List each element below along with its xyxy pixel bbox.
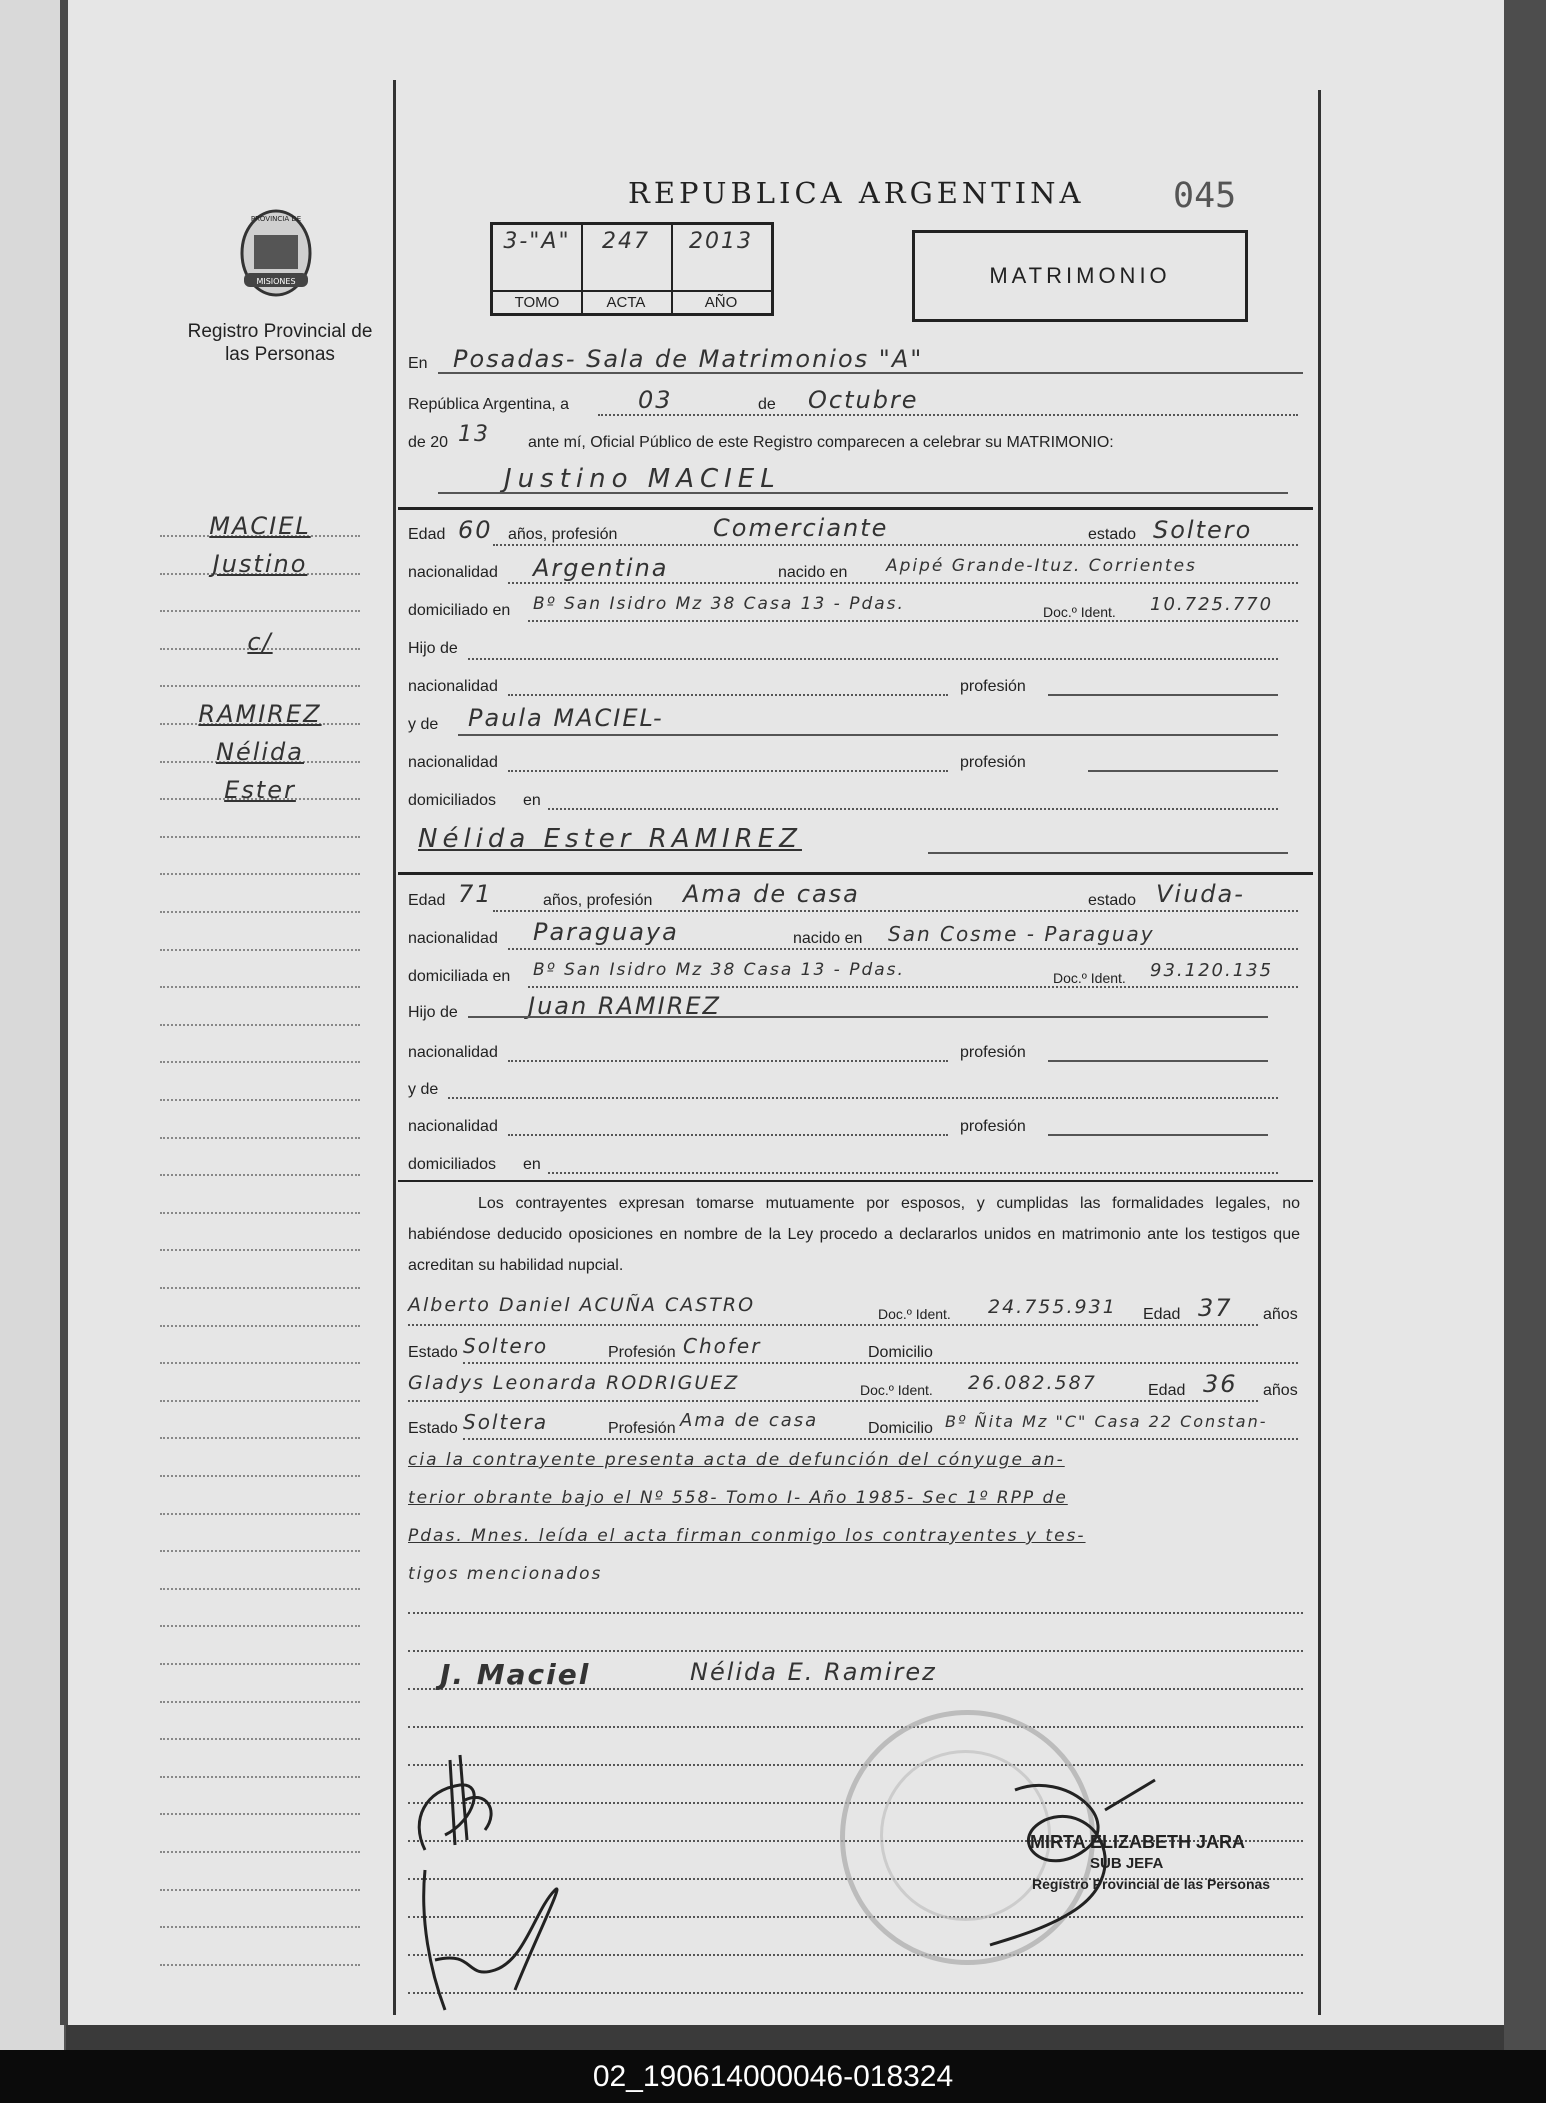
underline xyxy=(468,658,1278,660)
bride-signature: Nélida E. Ramirez xyxy=(690,1658,937,1686)
yde-label: y de xyxy=(408,716,439,733)
tomo-acta-anio-table xyxy=(490,222,774,316)
blank-ruled-line xyxy=(408,1764,1303,1766)
underline xyxy=(1048,694,1278,696)
margin-ruled-line xyxy=(160,1926,360,1928)
domiciliados-label: domiciliados xyxy=(408,1156,497,1173)
note-text: tigos mencionados xyxy=(408,1564,603,1584)
margin-ruled-line xyxy=(160,1964,360,1966)
groom-address: Bº San Isidro Mz 38 Casa 13 - Pdas. xyxy=(533,594,905,614)
underline xyxy=(408,1324,1258,1326)
margin-note-bride-surname: RAMIREZ xyxy=(198,700,322,728)
margin-ruled-line xyxy=(160,949,360,951)
blank-ruled-line xyxy=(408,1612,1303,1614)
groom-signature: J. Maciel xyxy=(440,1658,591,1691)
hijo-label: Hijo de xyxy=(408,1004,458,1021)
acta-value: 247 xyxy=(602,229,650,254)
anio-cell xyxy=(671,225,771,313)
edad-label: Edad xyxy=(1148,1382,1186,1399)
profesion-label: Profesión xyxy=(608,1420,676,1437)
edad-label: Edad xyxy=(1143,1306,1181,1323)
en-label: en xyxy=(523,792,541,809)
hijo-label: Hijo de xyxy=(408,640,458,657)
anios-label: años xyxy=(1263,1382,1298,1399)
profesion-label: Profesión xyxy=(608,1344,676,1361)
bride-father-nat-line xyxy=(408,1038,1313,1072)
estado-label: Estado xyxy=(408,1344,458,1361)
bride-address-line xyxy=(408,962,1313,996)
margin-ruled-line xyxy=(160,1137,360,1139)
year-suffix: 13 xyxy=(458,422,490,447)
nacionalidad-label: nacionalidad xyxy=(408,930,498,947)
underline xyxy=(1048,1134,1268,1136)
underline xyxy=(408,1400,1258,1402)
bride-name-line xyxy=(408,826,1313,860)
bride-nationality: Paraguaya xyxy=(533,918,679,946)
margin-ruled-line xyxy=(160,610,360,612)
en-label: En xyxy=(408,355,428,372)
year-statement-line xyxy=(408,422,1313,462)
underline xyxy=(528,620,1298,622)
witness2-line xyxy=(408,1370,1313,1408)
misiones-logo xyxy=(236,205,316,305)
groom-age-line xyxy=(408,514,1313,554)
margin-ruled-line xyxy=(160,1851,360,1853)
edad-label: Edad xyxy=(408,526,446,543)
scan-id: 02_190614000046-018324 xyxy=(592,2060,954,2093)
groom-mother-nat-line xyxy=(408,748,1313,782)
nacionalidad-label: nacionalidad xyxy=(408,754,498,771)
book-right-edge xyxy=(1504,0,1546,2050)
record-type-box xyxy=(912,230,1248,322)
underline xyxy=(508,582,1298,584)
witness2-address: Bº Ñita Mz "C" Casa 22 Constan- xyxy=(945,1412,1268,1431)
margin-ruled-line xyxy=(160,836,360,838)
witness1-status: Soltero xyxy=(463,1334,549,1358)
bride-age-line xyxy=(408,880,1313,920)
bride-age: 71 xyxy=(458,880,493,908)
record-type-label: MATRIMONIO xyxy=(989,263,1171,288)
underline xyxy=(463,1438,1298,1440)
margin-ruled-line xyxy=(160,1400,360,1402)
nacionalidad-label: nacionalidad xyxy=(408,1118,498,1135)
doc-label: Doc.º Ident. xyxy=(1043,604,1116,620)
underline xyxy=(493,910,1298,912)
margin-ruled-line xyxy=(160,1212,360,1214)
underline xyxy=(458,734,1278,736)
bride-father: Juan RAMIREZ xyxy=(528,992,721,1020)
day-value: 03 xyxy=(638,386,673,414)
margin-ruled-line xyxy=(160,1588,360,1590)
bride-profession: Ama de casa xyxy=(683,880,860,908)
domicilio-label: domiciliado en xyxy=(408,602,511,619)
groom-doc: 10.725.770 xyxy=(1150,594,1274,615)
underline xyxy=(508,948,1298,950)
tomo-value: 3-"A" xyxy=(503,229,571,254)
margin-note-bride-firstname: Nélida xyxy=(216,738,304,766)
domicilio-label: domiciliada en xyxy=(408,968,511,985)
margin-ruled-line xyxy=(160,1776,360,1778)
margin-divider xyxy=(393,80,396,2015)
underline xyxy=(548,808,1278,810)
margin-ruled-line xyxy=(160,1174,360,1176)
groom-birthplace: Apipé Grande-Ituz. Corrientes xyxy=(886,556,1197,576)
underline xyxy=(468,1016,1268,1018)
place-line xyxy=(408,345,1313,379)
margin-ruled-line xyxy=(160,1249,360,1251)
margin-ruled-line xyxy=(160,1813,360,1815)
acta-cell xyxy=(581,225,673,313)
note-line xyxy=(408,1526,1313,1560)
groom-parents-address-line xyxy=(408,786,1313,820)
margin-ruled-line xyxy=(160,1061,360,1063)
witness1-details-line xyxy=(408,1336,1313,1370)
anio-label: AÑO xyxy=(671,290,771,311)
bride-marital-status: Viuda- xyxy=(1156,880,1245,908)
acta-number: 045 xyxy=(1173,176,1237,216)
nacido-label: nacido en xyxy=(778,564,848,581)
bride-name: Nélida Ester RAMIREZ xyxy=(418,824,802,854)
appearance-statement: ante mí, Oficial Público de este Registro comparecen a celebrar su MATRIMONIO: xyxy=(528,434,1114,451)
country-title: REPUBLICA ARGENTINA xyxy=(628,176,1085,210)
margin-ruled-line xyxy=(160,1663,360,1665)
margin-ruled-line xyxy=(160,1513,360,1515)
margin-ruled-line xyxy=(160,986,360,988)
tomo-label: TOMO xyxy=(493,290,581,311)
witness2-doc: 26.082.587 xyxy=(968,1372,1097,1394)
margin-ruled-line xyxy=(160,1625,360,1627)
section-separator xyxy=(398,507,1313,510)
edad-label: Edad xyxy=(408,892,446,909)
note-text: cia la contrayente presenta acta de defunción del cónyuge an- xyxy=(408,1450,1065,1470)
en-label: en xyxy=(523,1156,541,1173)
declaration-text: Los contrayentes expresan tomarse mutuamente por esposos, y cumplidas las formalidades legales, no habiéndose deducido oposiciones en nombre de la Ley procedo a declararlos unidos en matrimonio ante los testigos que acreditan su habilidad nupcial. xyxy=(408,1195,1300,1274)
groom-mother: Paula MACIEL- xyxy=(468,704,664,732)
profesion-label: años, profesión xyxy=(543,892,653,909)
margin-ruled-line xyxy=(160,873,360,875)
profesion-label: profesión xyxy=(960,1044,1026,1061)
margin-ruled-line xyxy=(160,1738,360,1740)
underline xyxy=(1088,770,1278,772)
underline xyxy=(493,544,1298,546)
bride-address: Bº San Isidro Mz 38 Casa 13 - Pdas. xyxy=(533,960,905,980)
book-left-edge xyxy=(0,0,66,2050)
anios-label: años xyxy=(1263,1306,1298,1323)
republica-label: República Argentina, a xyxy=(408,396,569,413)
acta-label: ACTA xyxy=(581,290,671,311)
underline xyxy=(508,770,948,772)
profesion-label: años, profesión xyxy=(508,526,618,543)
groom-profession: Comerciante xyxy=(713,514,889,542)
underline xyxy=(438,372,1303,374)
bride-birthplace: San Cosme - Paraguay xyxy=(888,922,1155,946)
witness1-age: 37 xyxy=(1198,1294,1233,1322)
section-separator xyxy=(398,1180,1313,1182)
margin-ruled-line xyxy=(160,1362,360,1364)
underline xyxy=(928,852,1288,854)
witness2-age: 36 xyxy=(1203,1370,1238,1398)
book-spine xyxy=(60,0,68,2025)
note-text: Pdas. Mnes. leída el acta firman conmigo los contrayentes y tes- xyxy=(408,1526,1086,1546)
witness-signature-2 xyxy=(415,1850,575,2025)
estado-label: estado xyxy=(1088,526,1137,543)
groom-age: 60 xyxy=(458,516,493,544)
groom-father-nat-line xyxy=(408,672,1313,706)
margin-ruled-line xyxy=(160,1550,360,1552)
nacionalidad-label: nacionalidad xyxy=(408,564,498,581)
bride-father-line xyxy=(408,992,1313,1032)
section-separator xyxy=(398,872,1313,875)
groom-marital-status: Soltero xyxy=(1153,516,1253,544)
domicilio-label: Domicilio xyxy=(868,1420,933,1437)
underline xyxy=(508,1134,948,1136)
domicilio-label: Domicilio xyxy=(868,1344,933,1361)
place-value: Posadas- Sala de Matrimonios "A" xyxy=(453,345,924,373)
margin-note-bride-middle: Ester xyxy=(224,776,296,804)
note-text: terior obrante bajo el Nº 558- Tomo I- Año 1985- Sec 1º RPP de xyxy=(408,1488,1068,1508)
groom-nationality: Argentina xyxy=(533,554,669,582)
profesion-label: profesión xyxy=(960,1118,1026,1135)
profesion-label: profesión xyxy=(960,678,1026,695)
margin-ruled-line xyxy=(160,1889,360,1891)
estado-label: Estado xyxy=(408,1420,458,1437)
doc-label: Doc.º Ident. xyxy=(878,1306,951,1322)
nacionalidad-label: nacionalidad xyxy=(408,678,498,695)
margin-ruled-line xyxy=(160,1024,360,1026)
yde-label: y de xyxy=(408,1081,439,1098)
margin-ruled-line xyxy=(160,1287,360,1289)
margin-ruled-line xyxy=(160,685,360,687)
groom-mother-line xyxy=(408,704,1313,742)
nacido-label: nacido en xyxy=(793,930,863,947)
bride-mother-line xyxy=(408,1075,1313,1109)
anio-value: 2013 xyxy=(689,229,753,254)
margin-ruled-line xyxy=(160,1325,360,1327)
witness2-profession: Ama de casa xyxy=(680,1410,819,1431)
groom-name-line xyxy=(408,464,1313,502)
groom-address-line xyxy=(408,596,1313,630)
tomo-cell xyxy=(493,225,583,313)
logo-top-text: PROVINCIA DE xyxy=(250,215,302,223)
note-line xyxy=(408,1564,1313,1598)
witness1-name: Alberto Daniel ACUÑA CASTRO xyxy=(408,1294,756,1316)
underline xyxy=(508,694,948,696)
logo-bottom-text: MISIONES xyxy=(256,277,296,286)
witness1-line xyxy=(408,1294,1313,1332)
nacionalidad-label: nacionalidad xyxy=(408,1044,498,1061)
witness2-status: Soltera xyxy=(463,1410,549,1434)
estado-label: estado xyxy=(1088,892,1137,909)
bride-parents-address-line xyxy=(408,1150,1313,1184)
groom-father-line xyxy=(408,634,1313,668)
witness2-name: Gladys Leonarda RODRIGUEZ xyxy=(408,1372,740,1394)
official-role: SUB JEFA xyxy=(1090,1855,1164,1872)
underline xyxy=(463,1362,1298,1364)
scan-id-bar xyxy=(0,2050,1546,2103)
witness1-profession: Chofer xyxy=(683,1334,762,1358)
margin-note-surname: MACIEL xyxy=(209,512,311,540)
bride-nationality-line xyxy=(408,918,1313,958)
margin-ruled-line xyxy=(160,1475,360,1477)
domiciliados-label: domiciliados xyxy=(408,792,497,809)
right-frame-line xyxy=(1318,90,1321,2015)
margin-ruled-line xyxy=(160,1701,360,1703)
witness1-doc: 24.755.931 xyxy=(988,1296,1117,1318)
registry-name: Registro Provincial de las Personas xyxy=(187,321,373,365)
profesion-label: profesión xyxy=(960,754,1026,771)
note-line xyxy=(408,1488,1313,1522)
date-line xyxy=(408,388,1313,422)
underline xyxy=(508,1060,948,1062)
official-organization: Registro Provincial de las Personas xyxy=(1032,1876,1271,1892)
margin-note-with: c/ xyxy=(247,628,273,656)
bride-doc: 93.120.135 xyxy=(1150,960,1274,981)
de-label: de xyxy=(758,396,776,413)
margin-ruled-line xyxy=(160,911,360,913)
blank-ruled-line xyxy=(408,1726,1303,1728)
bride-mother-nat-line xyxy=(408,1112,1313,1146)
groom-nationality-line xyxy=(408,554,1313,592)
official-name: MIRTA ELIZABETH JARA xyxy=(1030,1832,1245,1852)
underline xyxy=(1048,1060,1268,1062)
doc-label: Doc.º Ident. xyxy=(1053,970,1126,986)
underline xyxy=(448,1097,1278,1099)
note-line xyxy=(408,1450,1313,1484)
margin-ruled-line xyxy=(160,1099,360,1101)
underline xyxy=(598,414,1298,416)
doc-label: Doc.º Ident. xyxy=(860,1382,933,1398)
month-value: Octubre xyxy=(808,386,919,414)
underline xyxy=(438,492,1288,494)
margin-note-firstname: Justino xyxy=(212,550,308,578)
margin-ruled-line xyxy=(160,1437,360,1439)
underline xyxy=(528,986,1298,988)
groom-name: Justino MACIEL xyxy=(504,464,781,494)
blank-ruled-line xyxy=(408,1650,1303,1652)
year-prefix: de 20 xyxy=(408,434,449,451)
witness2-details-line xyxy=(408,1412,1313,1446)
underline xyxy=(548,1172,1278,1174)
